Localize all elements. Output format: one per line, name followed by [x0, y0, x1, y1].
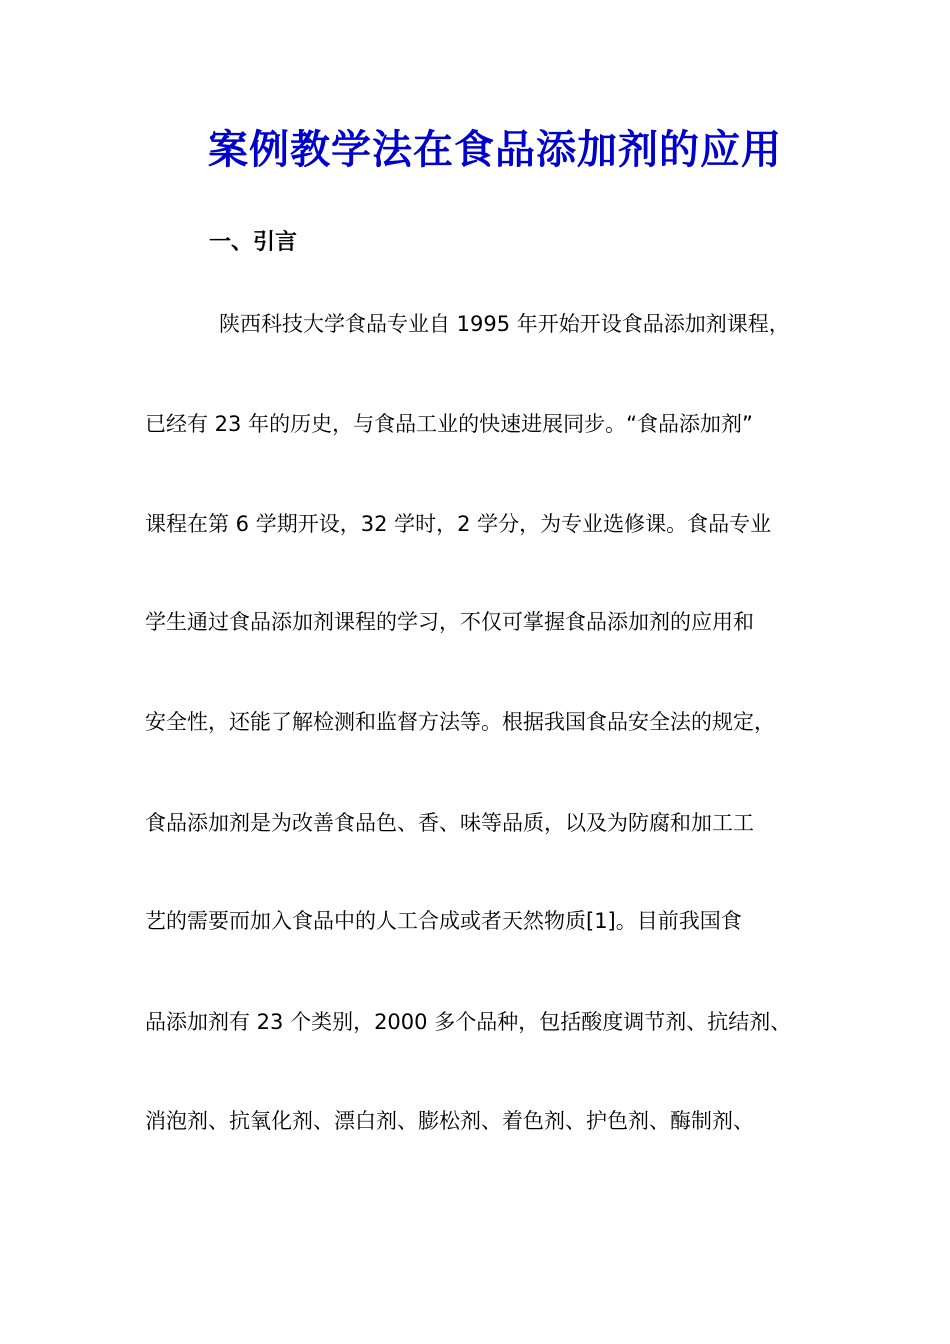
document-title: 案例教学法在食品添加剂的应用 [208, 126, 782, 173]
paragraph-line: 安全性，还能了解检测和监督方法等。根据我国食品安全法的规定， [145, 710, 775, 734]
paragraph-line: 学生通过食品添加剂课程的学习，不仅可掌握食品添加剂的应用和 [145, 610, 754, 634]
paragraph-line: 食品添加剂是为改善食品色、香、味等品质，以及为防腐和加工工 [145, 811, 754, 835]
paragraph-line: 消泡剂、抗氧化剂、漂白剂、膨松剂、着色剂、护色剂、酶制剂、 [145, 1109, 754, 1133]
section-heading: 一、引言 [209, 230, 298, 255]
paragraph-line: 艺的需要而加入食品中的人工合成或者天然物质[1]。目前我国食 [145, 909, 742, 933]
paragraph-line: 课程在第 6 学期开设，32 学时，2 学分，为专业选修课。食品专业 [145, 512, 772, 536]
paragraph-line: 已经有 23 年的历史，与食品工业的快速进展同步。“食品添加剂” [145, 412, 753, 436]
paragraph-line: 品添加剂有 23 个类别，2000 多个品种，包括酸度调节剂、抗结剂、 [145, 1010, 792, 1034]
paragraph-line: 陕西科技大学食品专业自 1995 年开始开设食品添加剂课程， [219, 312, 790, 336]
